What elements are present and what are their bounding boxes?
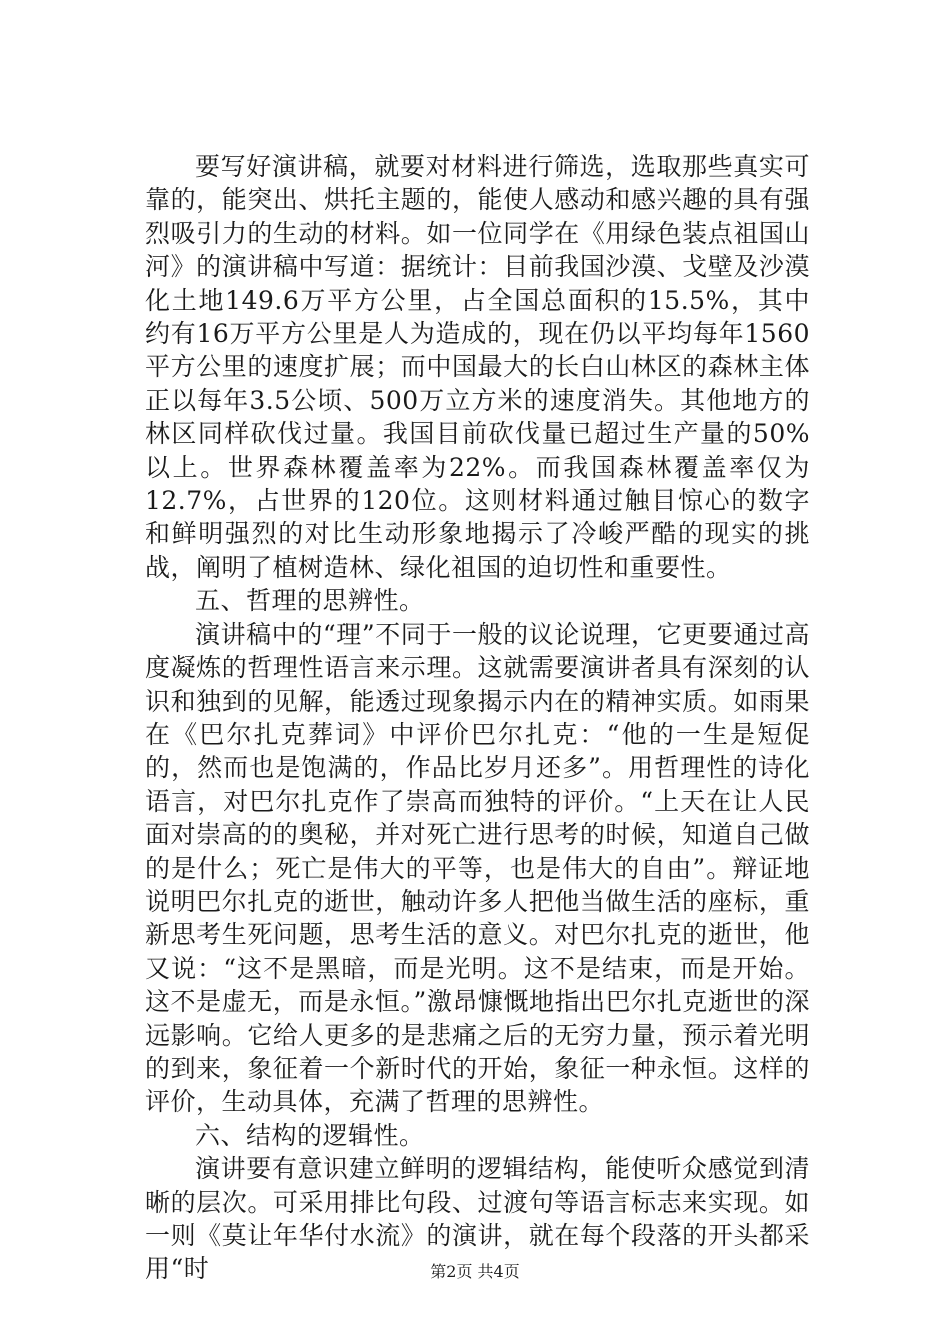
- page-number-footer: 第2页 共4页: [430, 1262, 520, 1281]
- body-paragraph: 要写好演讲稿，就要对材料进行筛选，选取那些真实可靠的，能突出、烘托主题的，能使人感动和感兴趣的具有强烈吸引力的生动的材料。如一位同学在《用绿色装点祖国山河》的演讲稿中写道：据统计：目前我国沙漠、戈壁及沙漠化土地149.6万平方公里，占全国总面积的15.5%，其中约有16万平方公里是人为造成的，现在仍以平均每年1560平方公里的速度扩展；而中国最大的长白山林区的森林主体正以每年3.5公顷、500万立方米的速度消失。其他地方的林区同样砍伐过量。我国目前砍伐量已超过生产量的50%以上。世界森林覆盖率为22%。而我国森林覆盖率仅为12.7%，占世界的120位。这则材料通过触目惊心的数字和鲜明强烈的对比生动形象地揭示了冷峻严酷的现实的挑战，阐明了植树造林、绿化祖国的迫切性和重要性。: [145, 152, 810, 582]
- section-heading-six: 六、结构的逻辑性。: [195, 1120, 425, 1150]
- body-paragraph: 演讲要有意识建立鲜明的逻辑结构，能使听众感觉到清晰的层次。可采用排比句段、过渡句等语言标志来实现。如一则《莫让年华付水流》的演讲，就在每个段落的开头都采用“时: [145, 1154, 810, 1284]
- section-heading-five: 五、哲理的思辨性。: [195, 586, 425, 616]
- document-body: [145, 150, 810, 1286]
- body-paragraph: 演讲稿中的“理”不同于一般的议论说理，它更要通过高度凝炼的哲理性语言来示理。这就需要演讲者具有深刻的认识和独到的见解，能透过现象揭示内在的精神实质。如雨果在《巴尔扎克葬词》中评价巴尔扎克：“他的一生是短促的，然而也是饱满的，作品比岁月还多”。用哲理性的诗化语言，对巴尔扎克作了崇高而独特的评价。“上天在让人民面对崇高的的奥秘，并对死亡进行思考的时候，知道自己做的是什么；死亡是伟大的平等，也是伟大的自由”。辩证地说明巴尔扎克的逝世，触动许多人把他当做生活的座标，重新思考生死问题，思考生活的意义。对巴尔扎克的逝世，他又说：“这不是黑暗，而是光明。这不是结束，而是开始。这不是虚无，而是永恒。”激昂慷慨地指出巴尔扎克逝世的深远影响。它给人更多的是悲痛之后的无穷力量，预示着光明的到来，象征着一个新时代的开始，象征一种永恒。这样的评价，生动具体，充满了哲理的思辨性。: [145, 619, 810, 1117]
